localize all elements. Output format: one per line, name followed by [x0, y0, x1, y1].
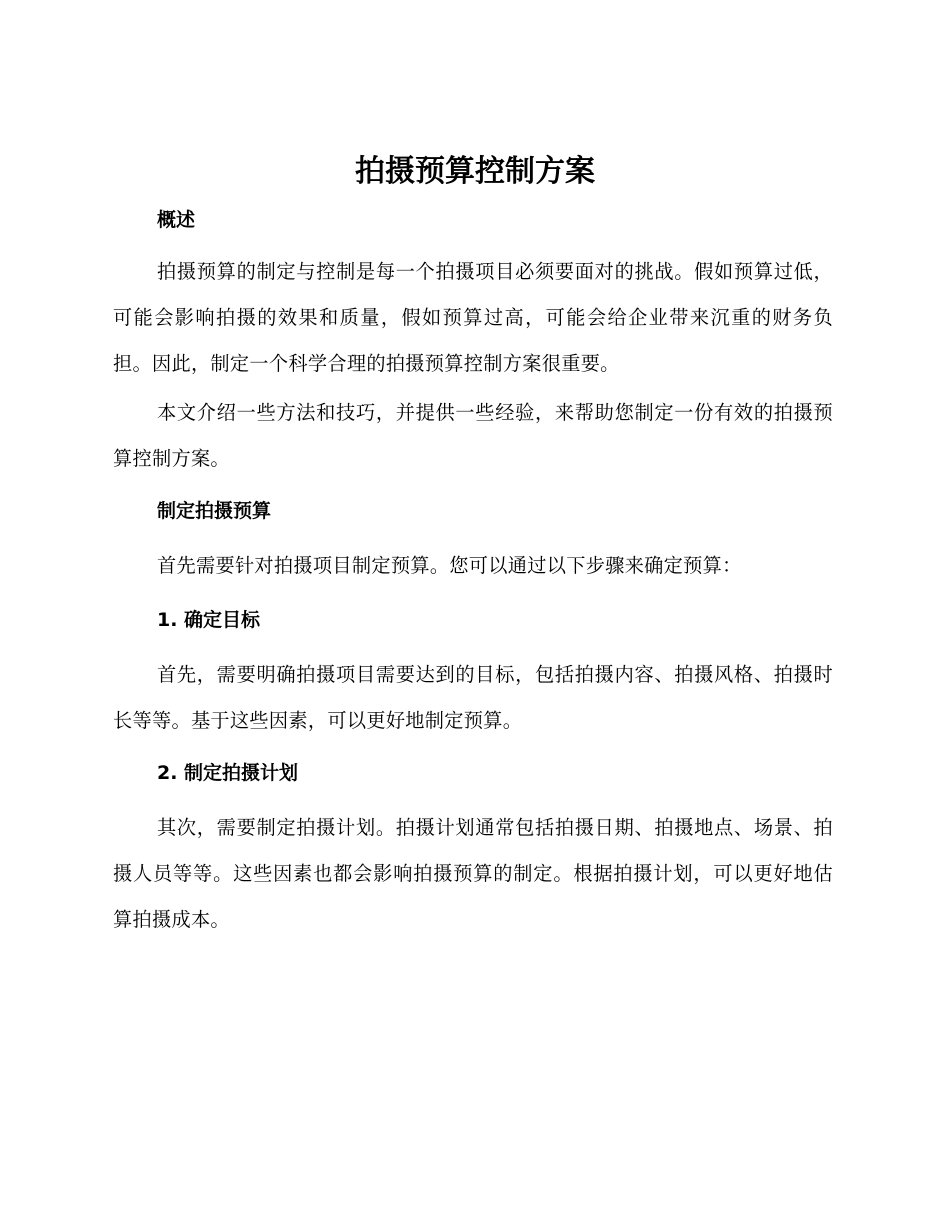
- section-heading-budget: 制定拍摄预算: [157, 500, 272, 522]
- paragraph-overview-1: 拍摄预算的制定与控制是每一个拍摄项目必须要面对的挑战。假如预算过低，可能会影响拍摄的效果和质量，假如预算过高，可能会给企业带来沉重的财务负担。因此，制定一个科学合理的拍摄预算控制方案很重要。: [113, 260, 833, 375]
- document-title: 拍摄预算控制方案: [355, 154, 595, 189]
- paragraph-step-2: 其次，需要制定拍摄计划。拍摄计划通常包括拍摄日期、拍摄地点、场景、拍摄人员等等。这些因素也都会影响拍摄预算的制定。根据拍摄计划，可以更好地估算拍摄成本。: [113, 816, 833, 931]
- paragraph-overview-2: 本文介绍一些方法和技巧，并提供一些经验，来帮助您制定一份有效的拍摄预算控制方案。: [113, 401, 833, 470]
- paragraph-budget-intro: 首先需要针对拍摄项目制定预算。您可以通过以下步骤来确定预算：: [157, 554, 742, 577]
- section-heading-overview: 概述: [157, 209, 196, 231]
- paragraph-step-1: 首先，需要明确拍摄项目需要达到的目标，包括拍摄内容、拍摄风格、拍摄时长等等。基于这些因素，可以更好地制定预算。: [113, 663, 833, 732]
- section-heading-step-2: 2. 制定拍摄计划: [157, 762, 299, 784]
- section-heading-step-1: 1. 确定目标: [157, 609, 261, 631]
